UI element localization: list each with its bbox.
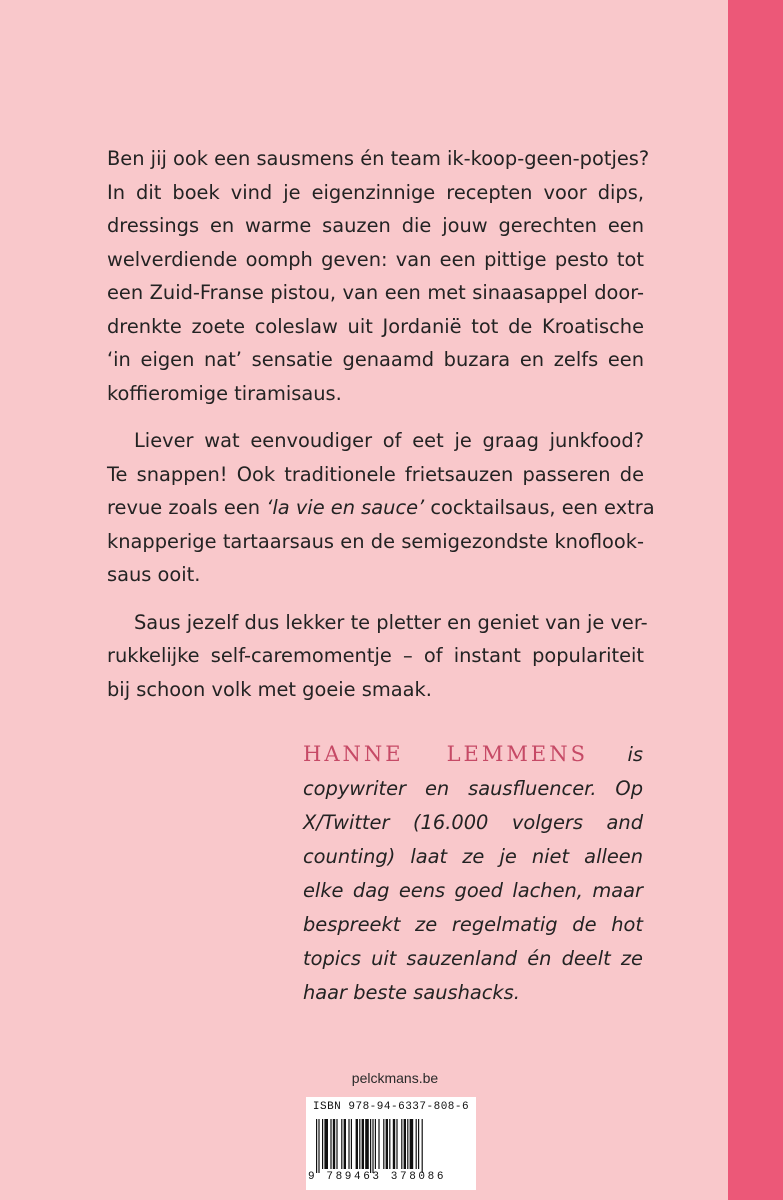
blurb-line: een Zuid-Franse pistou, van een met sinaasappel door- bbox=[107, 281, 644, 304]
blurb-line: In dit boek vind je eigenzinnige recepten voor dips, bbox=[107, 180, 644, 204]
author-name: HANNE LEMMENS bbox=[303, 742, 588, 766]
barcode-bar bbox=[351, 1119, 352, 1169]
barcode-bar bbox=[404, 1119, 406, 1169]
book-spine bbox=[728, 0, 783, 1200]
barcode-bar bbox=[378, 1119, 379, 1169]
bio-line: X/Twitter (16.000 volgers and bbox=[303, 811, 643, 834]
barcode-bar bbox=[396, 1119, 397, 1169]
bio-line: haar beste saushacks. bbox=[303, 981, 520, 1004]
blurb-line: knapperige tartaarsaus en de semigezondste knoflook- bbox=[107, 529, 644, 553]
blurb-line-with-italic bbox=[107, 491, 655, 525]
blurb-text-segment: revue zoals een bbox=[107, 496, 267, 519]
barcode-bar bbox=[370, 1119, 371, 1173]
blurb-italic-title: ‘la vie en sauce’ bbox=[266, 496, 425, 519]
blurb-line: dressings en warme sauzen die jouw gerechten een bbox=[107, 214, 644, 237]
barcode-bar bbox=[316, 1119, 317, 1173]
barcode-bar bbox=[375, 1119, 376, 1169]
bio-line: bespreekt ze regelmatig de hot bbox=[303, 913, 643, 936]
blurb-line: drenkte zoete coleslaw uit Jordanië tot de Kroatische bbox=[107, 314, 644, 338]
ean-digits: 9 789463 378086 bbox=[308, 1171, 447, 1183]
barcode-bar bbox=[336, 1119, 337, 1169]
barcode-bar bbox=[324, 1119, 328, 1169]
bio-line: topics uit sauzenland én deelt ze bbox=[303, 947, 643, 970]
barcode-bar bbox=[393, 1119, 395, 1169]
author-bio bbox=[303, 737, 643, 1010]
barcode-bar bbox=[356, 1119, 358, 1169]
blurb-line: saus ooit. bbox=[107, 563, 201, 586]
bio-text-segment: is bbox=[587, 743, 644, 766]
barcode-bar bbox=[386, 1119, 388, 1169]
barcode-bar bbox=[348, 1119, 349, 1169]
blurb-paragraph-2 bbox=[107, 424, 655, 592]
barcode-bar bbox=[407, 1119, 408, 1169]
barcode-bar bbox=[344, 1119, 346, 1169]
barcode-bar bbox=[383, 1119, 384, 1169]
blurb-line: Ben jij ook een sausmens én team ik-koop-geen-potjes? bbox=[107, 147, 650, 170]
blurb-text-segment: cocktailsaus, een extra bbox=[424, 496, 655, 519]
blurb-line: Saus jezelf dus lekker te pletter en geniet van je ver- bbox=[134, 610, 648, 634]
barcode-bar bbox=[389, 1119, 390, 1169]
barcode-bar bbox=[401, 1119, 402, 1169]
bio-line: counting) laat ze je niet alleen bbox=[303, 845, 643, 868]
isbn-barcode bbox=[306, 1097, 476, 1190]
publisher-website: pelckmans.be bbox=[351, 1070, 439, 1086]
barcode-bar bbox=[330, 1119, 331, 1169]
isbn-label: ISBN 978-94-6337-808-6 bbox=[312, 1101, 470, 1113]
barcode-bar bbox=[418, 1119, 419, 1169]
barcode-bar bbox=[341, 1119, 342, 1169]
barcode-bar bbox=[365, 1119, 369, 1169]
barcode-bar bbox=[362, 1119, 364, 1169]
barcode-bar bbox=[322, 1119, 323, 1169]
barcode-bar bbox=[410, 1119, 414, 1169]
blurb-line: rukkelijke self-caremomentje – of instant populariteit bbox=[107, 644, 644, 667]
barcode-bar bbox=[318, 1119, 319, 1173]
blurb-line: koffieromige tiramisaus. bbox=[107, 381, 342, 405]
barcode-bar bbox=[422, 1119, 423, 1173]
bio-first-line bbox=[303, 737, 643, 772]
bio-line: copywriter en sausfluencer. Op bbox=[303, 777, 643, 800]
blurb-line: welverdiende oomph geven: van een pittige pesto tot bbox=[107, 247, 644, 271]
barcode-bars bbox=[316, 1119, 468, 1173]
barcode-bar bbox=[333, 1119, 335, 1169]
blurb-line: Te snappen! Ook traditionele frietsauzen passeren de bbox=[107, 462, 644, 486]
blurb-paragraph-3 bbox=[107, 606, 648, 707]
bio-line: elke dag eens goed lachen, maar bbox=[303, 879, 643, 902]
blurb-line: Liever wat eenvoudiger of eet je graag junkfood? bbox=[134, 429, 644, 452]
barcode-bar bbox=[359, 1119, 360, 1169]
blurb-line: bij schoon volk met goeie smaak. bbox=[107, 677, 432, 701]
barcode-bar bbox=[416, 1119, 417, 1169]
barcode-bar bbox=[372, 1119, 373, 1173]
blurb-text bbox=[107, 142, 655, 706]
blurb-line: ‘in eigen nat’ sensatie genaamd buzara en zelfs een bbox=[107, 348, 644, 371]
blurb-paragraph-1 bbox=[107, 142, 650, 410]
